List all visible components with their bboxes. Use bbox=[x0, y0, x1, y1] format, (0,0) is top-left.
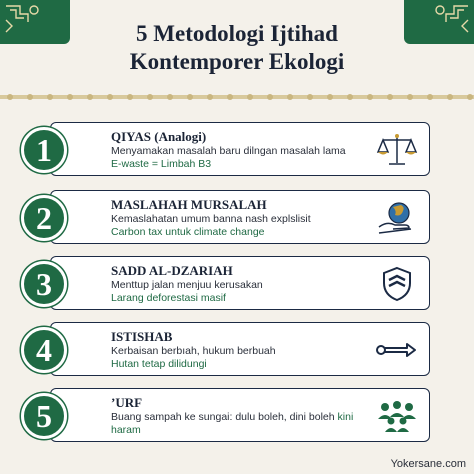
method-description bbox=[111, 345, 371, 370]
method-description bbox=[111, 279, 371, 304]
method-desc-text: Kerbaisan berbıah, hukum berbuah bbox=[111, 345, 276, 357]
method-card-maslahah-mursalah bbox=[36, 190, 430, 244]
key-arrow-icon bbox=[375, 331, 419, 369]
ornament-divider bbox=[0, 92, 474, 102]
method-desc-text: Kemaslahatan umum banna nash explslisit bbox=[111, 213, 311, 225]
method-example: Carbon tax untuk climate change bbox=[111, 225, 265, 238]
method-heading: ISTISHAB bbox=[111, 329, 173, 344]
method-heading: ʼURF bbox=[111, 395, 143, 410]
method-number-badge: 4 bbox=[21, 327, 67, 373]
method-card-urf bbox=[36, 388, 430, 442]
method-example: E-waste = Limbah B3 bbox=[111, 157, 212, 170]
method-desc-text: Buang sampah ke sungai: dulu boleh, dini boleh bbox=[111, 411, 335, 423]
title-line-2: Kontemporer Ekologi bbox=[129, 49, 345, 74]
title-line-1: 5 Metodologi Ijtihad bbox=[136, 21, 338, 46]
method-heading: SADD AL-DZARIAH bbox=[111, 263, 233, 278]
globe-hand-icon bbox=[375, 199, 419, 237]
scales-icon bbox=[375, 131, 419, 169]
method-example: Larang deforestasi masif bbox=[111, 291, 226, 304]
method-example: kini haram bbox=[111, 411, 354, 436]
method-number-badge: 1 bbox=[21, 127, 67, 173]
method-description bbox=[111, 213, 371, 238]
method-card-istishab bbox=[36, 322, 430, 376]
method-desc-text: Menttup jalan menjuu kerusakan bbox=[111, 279, 263, 291]
community-icon bbox=[375, 397, 419, 435]
method-description bbox=[111, 411, 371, 436]
method-example: Hutan tetap dilidungi bbox=[111, 357, 207, 370]
method-number-badge: 5 bbox=[21, 393, 67, 439]
method-desc-text: Menyamakan masalah baru dilngan masalah lama bbox=[111, 145, 346, 157]
shield-icon bbox=[375, 265, 419, 303]
method-heading: QIYAS (Analogi) bbox=[111, 129, 207, 144]
method-card-sadd-al-dzariah bbox=[36, 256, 430, 310]
method-heading: MASLAHAH MURSALAH bbox=[111, 197, 267, 212]
method-number-badge: 3 bbox=[21, 261, 67, 307]
method-number-badge: 2 bbox=[21, 195, 67, 241]
method-description bbox=[111, 145, 371, 170]
footer-source: Yokersane.com bbox=[390, 458, 466, 470]
method-card-qiyas bbox=[36, 122, 430, 176]
page-title bbox=[0, 20, 474, 76]
